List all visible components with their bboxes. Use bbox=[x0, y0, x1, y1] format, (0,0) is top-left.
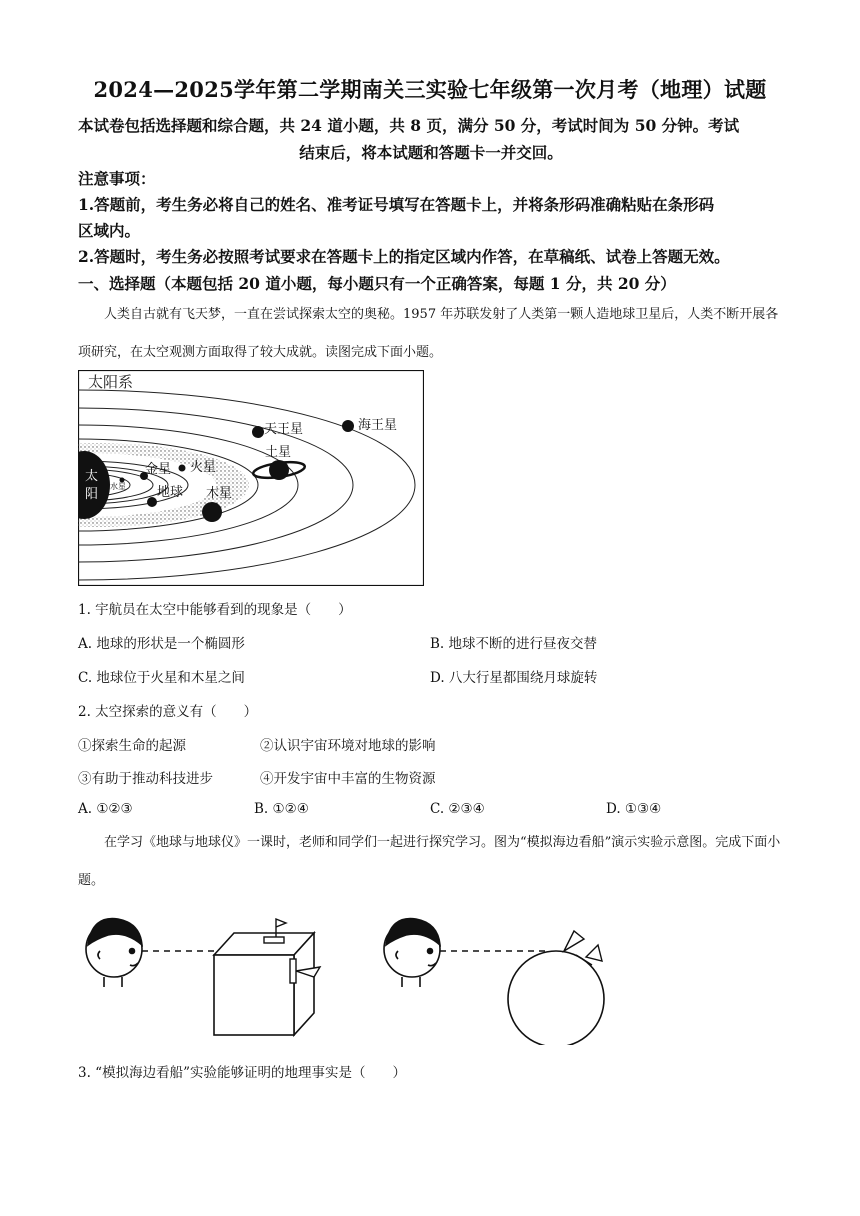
q2-item-4: ④开发宇宙中丰富的生物资源 bbox=[260, 771, 436, 787]
exam-intro bbox=[78, 112, 784, 166]
intro-line-2: 结束后，将本试题和答题卡一并交回。 bbox=[299, 143, 563, 162]
note-2: 2.答题时，考生务必按照考试要求在答题卡上的指定区域内作答，在草稿纸、试卷上答题无效。 bbox=[78, 247, 730, 266]
figure-frame bbox=[79, 371, 424, 586]
q1-option-a: A. 地球的形状是一个椭圆形 bbox=[78, 636, 245, 652]
label-mercury: 水星 bbox=[110, 482, 126, 491]
planet-jupiter bbox=[202, 502, 222, 522]
q1-option-d: D. 八大行星都围绕月球旋转 bbox=[430, 670, 598, 686]
notes-block bbox=[78, 166, 788, 270]
child-head-left bbox=[86, 919, 142, 987]
planet-uranus bbox=[252, 426, 264, 438]
solar-system-figure bbox=[78, 370, 424, 586]
planet-neptune bbox=[342, 420, 354, 432]
planet-mars bbox=[179, 465, 186, 472]
q1-option-b: B. 地球不断的进行昼夜交替 bbox=[430, 636, 598, 652]
globe-model bbox=[508, 951, 604, 1045]
child-head-right bbox=[384, 919, 440, 987]
label-uranus: 天王星 bbox=[264, 422, 304, 437]
label-earth: 地球 bbox=[157, 485, 184, 500]
sun-label-2: 阳 bbox=[85, 487, 99, 502]
label-venus: 金星 bbox=[145, 462, 172, 477]
q2-item-3: ③有助于推动科技进步 bbox=[78, 771, 213, 787]
passage-2: 在学习《地球与地球仪》一课时，老师和同学们一起进行探究学习。图为“模拟海边看船”演示实验示意图。完成下面小题。 bbox=[78, 835, 781, 888]
q2-item-2: ②认识宇宙环境对地球的影响 bbox=[260, 738, 436, 754]
sun-label-1: 太 bbox=[85, 469, 99, 484]
q2-option-a: A. ①②③ bbox=[78, 801, 133, 817]
note-1-line-1: 1.答题前，考生务必将自己的姓名、准考证号填写在答题卡上，并将条形码准确粘贴在条形码 bbox=[78, 195, 715, 214]
label-jupiter: 木星 bbox=[206, 486, 233, 501]
q2-option-b: B. ①②④ bbox=[254, 801, 309, 817]
q2-item-1: ①探索生命的起源 bbox=[78, 738, 186, 754]
q2-option-d: D. ①③④ bbox=[606, 801, 662, 817]
q1-option-c: C. 地球位于火星和木星之间 bbox=[78, 670, 245, 686]
cube-model bbox=[214, 933, 314, 1035]
q2-stem: 2. 太空探索的意义有（ ） bbox=[78, 704, 258, 720]
boat-on-cube-top bbox=[264, 919, 286, 943]
intro-line-1: 本试卷包括选择题和综合题，共 24 道小题，共 8 页，满分 50 分，考试时间为 50 分钟。考试 bbox=[78, 116, 740, 135]
ship-experiment-figure bbox=[78, 905, 638, 1045]
q2-option-c: C. ②③④ bbox=[430, 801, 485, 817]
planet-earth bbox=[147, 497, 157, 507]
note-1-line-2: 区域内。 bbox=[78, 221, 141, 240]
q1-stem: 1. 宇航员在太空中能够看到的现象是（ ） bbox=[78, 602, 352, 618]
notes-heading: 注意事项： bbox=[78, 169, 156, 188]
passage-1: 人类自古就有飞天梦，一直在尝试探索太空的奥秘。1957 年苏联发射了人类第一颗人造地球卫星后，人类不断开展各项研究，在太空观测方面取得了较大成就。读图完成下面小题。 bbox=[78, 307, 779, 360]
figure-title: 太阳系 bbox=[88, 373, 134, 391]
label-mars: 火星 bbox=[190, 460, 217, 475]
exam-title: 2024—2025学年第二学期南关三实验七年级第一次月考（地理）试题 bbox=[93, 77, 767, 102]
label-saturn: 土星 bbox=[265, 445, 292, 460]
label-neptune: 海王星 bbox=[358, 418, 398, 433]
section-1-heading: 一、选择题（本题包括 20 道小题，每小题只有一个正确答案，每题 1 分，共 20 分） bbox=[78, 274, 676, 293]
q3-stem: 3. “模拟海边看船”实验能够证明的地理事实是（ ） bbox=[78, 1065, 406, 1081]
